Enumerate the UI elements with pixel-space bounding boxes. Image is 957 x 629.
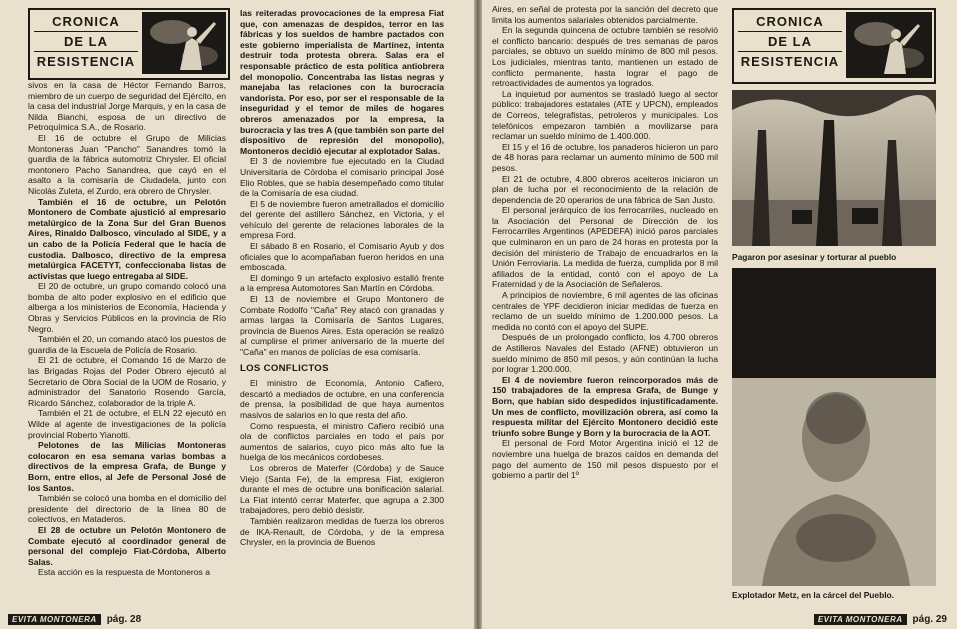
article-paragraph: A principios de noviembre, 6 mil agentes de las oficinas centrales de YPF decidieron iniciar medidas de fuerza en reclamo de un sueldo mínimo de 1.200.000 pesos. La medida no contó con el apoyo del SUPE. — [492, 290, 718, 332]
article-paragraph: Aires, en señal de protesta por la sanción del decreto que limita los aumentos salariales obtenidos parcialmente. — [492, 4, 718, 25]
section-title-line: DE LA — [34, 32, 138, 52]
article-paragraph: La inquietud por aumentos se trasladó luego al sector público: trabajadores estatales (ATE y UPCN), empleados de Correos, telegrafistas, petroleros y municipales. Los telefónicos empezaron también a movilizarse para reclamar un sueldo mínimo de 1.400.000. — [492, 88, 718, 142]
section-title-line: RESISTENCIA — [36, 54, 136, 69]
article-paragraph: El 28 de octubre un Pelotón Montonero de Combate ejecutó al coordinador general de personal del complejo Fiat-Córdoba, Alberto Salas. — [28, 524, 226, 567]
page-footer — [8, 614, 141, 625]
article-paragraph: También el 20, un comando atacó los puestos de guardia de la Escuela de Policía de Rosario. — [28, 334, 226, 355]
article-paragraph: las reiteradas provocaciones de la empresa Fiat que, con amenazas de despidos, terror en las fábricas y los sueldos de hambre pactados con este gobierno imperialista de Martínez, intenta destruir toda protesta obrera. Salas era el responsable práctico de esta política antiobrera del monopolio. Concentraba las listas negras y manejaba las relaciones con la burocracia vandorista. Por eso, por ser el responsable de la inseguridad y el temor de miles de hogares obreros amenazados por la empresa, la burocracia y las tres A (que también son parte del dispositivo de represión del monopolio), Montoneros decidió ejecutar al explotador Salas. — [240, 8, 444, 156]
fighter-silhouette-icon — [846, 12, 932, 78]
right-page — [482, 0, 957, 629]
section-title-line: CRONICA — [738, 12, 842, 32]
article-paragraph: El 5 de noviembre fueron ametrallados el domicilio del gerente del astillero Sánchez, en Victoria, y el vehículo del gerente de relaciones laborales de la empresa Ford. — [240, 198, 444, 241]
left-page — [0, 0, 474, 629]
left-column-2 — [240, 8, 444, 602]
article-paragraph: El 4 de noviembre fueron reincorporados más de 150 trabajadores de la empresa Grafa, de Bunge y Born, que habían sido despedidos injustificadamente. Un mes de conflicto, movilización obrera, así como la respuesta militar del Ejército Montonero decidió este triunfo sobre Bunge y Born y la burocracia de la AOT. — [492, 374, 718, 438]
page-number: pág. 28 — [106, 614, 142, 625]
section-title — [738, 12, 842, 71]
article-paragraph: El personal de Ford Motor Argentina inició el 12 de noviembre una huelga de brazos caídos en demanda del pago del aumento de 150 mil pesos dispuesto por el gobierno a partir del 1º — [492, 438, 718, 481]
page-footer — [814, 614, 947, 625]
header-illustration — [846, 12, 932, 78]
article-paragraph: El ministro de Economía, Antonio Cafiero, descartó a mediados de octubre, en una conferencia de prensa, la posibilidad de que haya aumentos masivos de salarios en lo que resta del año. — [240, 378, 444, 420]
prisoner-portrait-icon — [732, 268, 936, 586]
article-paragraph: También el 21 de octubre, el ELN 22 ejecutó en Wilde al agente de investigaciones de la policía provincial Roberto Yianotti. — [28, 408, 226, 440]
page-number: pág. 29 — [912, 614, 947, 625]
photo-caption: Pagaron por asesinar y torturar al pueblo — [732, 252, 897, 262]
section-heading: LOS CONFLICTOS — [240, 362, 329, 374]
park-photo — [732, 90, 936, 246]
fighter-silhouette-icon — [142, 12, 226, 74]
article-paragraph: En la segunda quincena de octubre también se resolvió el conflicto bancario: después de tres semanas de paros parciales, se obtuvo un sueldo mínimo de 800 mil pesos. Los judiciales, mientras tanto, mantienen un estado de conflicto permanente, hasta lograr el pago de retroactividades de aumentos ya logrados. — [492, 25, 718, 89]
article-paragraph: El sábado 8 en Rosario, el Comisario Ayub y dos oficiales que lo acompañaban fueron heridos en una emboscada. — [240, 241, 444, 273]
article-paragraph: También el 16 de octubre, un Pelotón Montonero de Combate ajustició al empresario metalúrgico de la Zona Sur del Gran Buenos Aires, Rinaldo Dalbosco, vinculado al SIDE, y a un cabo de la Policía Federal que le hacía de custodia. Dalbosco, directivo de la empresa metalúrgica FACETYT, confeccionaba listas de activistas que luego entregaba al SIDE. — [28, 196, 226, 281]
article-paragraph: Después de un prolongado conflicto, los 4.700 obreros de Astilleros Navales del Estado (AFNE) obtuvieron un sueldo mínimo de 850 mil pesos, y aún continúan la lucha por lograr 1.200.000. — [492, 332, 718, 375]
article-paragraph: También se colocó una bomba en el domicilio del presidente del directorio de la línea 80 de colectivos, en Mataderos. — [28, 493, 226, 525]
left-column-1 — [28, 80, 226, 602]
portrait-photo — [732, 268, 936, 586]
article-paragraph: Como respuesta, el ministro Cafiero recibió una ola de conflictos parciales en todo el país por aumentos de salarios, cuyo pico más alto fue la huelga de los mecánicos cordobeses. — [240, 420, 444, 463]
section-header — [732, 8, 936, 84]
section-title — [34, 12, 138, 71]
article-paragraph: Esta acción es la respuesta de Montoneros a — [38, 567, 210, 578]
article-paragraph: sivos en la casa de Héctor Fernando Barros, miembro de un cuerpo de seguridad del Ejército, en la casa del industrial Jorge Marquis, y en la casa de Nilda Bianchi, esposa de un directivo de Petroquímica S.A., de Rosario. — [28, 80, 226, 133]
section-title-line: DE LA — [738, 32, 842, 52]
article-paragraph: Los obreros de Materfer (Córdoba) y de Sauce Viejo (Santa Fe), de la empresa Fiat, exigieron durante el mes de octubre una bonificación salarial. La Fiat intentó cerrar Materfer, que agrupa a 2.300 trabajadores, pero debió desistir. — [240, 462, 444, 516]
right-column-1 — [492, 4, 718, 602]
binding-gutter — [474, 0, 482, 629]
article-paragraph: Pelotones de las Milicias Montoneras colocaron en esa semana varias bombas a directivos de la empresa Grafa, de Bunge y Born, entre ellos, al Jefe de Personal José de los Santos. — [28, 440, 226, 493]
section-title-line: RESISTENCIA — [740, 54, 840, 69]
article-paragraph: El domingo 9 un artefacto explosivo estalló frente a la empresa Automotores San Martín en Córdoba. — [240, 272, 444, 294]
article-paragraph: El 3 de noviembre fue ejecutado en la Ciudad Universitaria de Córdoba el comisario principal José Elio Robles, que se había desempeñado como titular de la Comisaría de esa ciudad. — [240, 156, 444, 199]
article-paragraph: El 21 de octubre, 4.800 obreros aceiteros iniciaron un plan de lucha por el reconocimiento de la relación de dependencia de 20 operarios de una fábrica de San Justo. — [492, 173, 718, 205]
photo-caption: Explotador Metz, en la cárcel del Pueblo. — [732, 590, 894, 600]
article-paragraph: El 15 y el 16 de octubre, los panaderos hicieron un paro de 48 horas para reclamar un aumento mínimo de 500 mil pesos. — [492, 141, 718, 173]
article-paragraph: El 21 de octubre, el Comando 16 de Marzo de las Brigadas Rojas del Poder Obrero ejecutó al Secretario de Obra Social de la UOM de Rosario, y administrador del Sanatorio Rosendo García, Ricardo Sánchez, colaborador de la triple A. — [28, 355, 226, 408]
header-illustration — [142, 12, 226, 74]
article-paragraph: El 13 de noviembre el Grupo Montonero de Combate Rodolfo "Caña" Rey atacó con granadas y armas largas la Comisaría de Santos Lugares, provincia de Buenos Aires. Esta operación se realizó al cumplirse el primer aniversario de la muerte del "Caña" en manos de policías de esa comisaría. — [240, 294, 444, 357]
article-paragraph: El 16 de octubre el Grupo de Milicias Montoneras Juan "Pancho" Sanandres tomó la guardia de la fábrica automotriz Chrysler. El oficial montonero Pacho Sanandrea, que cayó en el asalto a la comisaría de Ciudadela, junto con Nicolás Zuleta, el Zurdo, era obrero de Chrysler. — [28, 132, 226, 196]
section-header — [28, 8, 230, 80]
article-paragraph: El personal jerárquico de los ferrocarriles, nucleado en la Asociación del Personal de Dirección de los Ferrocarriles Argentinos (APEDEFA) inició paros parciales que culminaron en un paro de 24 horas en protesta por la decisión del ministerio de Trabajo de encuadrarlos en la Unión Ferroviaria. La medida de fuerza, cumplida por 8 mil afiliados de la entidad, contó con el apoyo de La Fraternidad y de la Asociación de Señaleros. — [492, 205, 718, 290]
section-title-line: CRONICA — [34, 12, 138, 32]
article-paragraph: El 20 de octubre, un grupo comando colocó una bomba de alto poder explosivo en el edificio que alberga a los ministerios de Economía, Hacienda y Obras y Servicios Públicos en la provincia de Río Negro. — [28, 281, 226, 334]
park-scene-icon — [732, 90, 936, 246]
magazine-logo: EVITA MONTONERA — [8, 614, 101, 625]
article-paragraph: También realizaron medidas de fuerza los obreros de IKA-Renault, de Córdoba, y de la empresa Chrysler, en la provincia de Buenos — [240, 515, 444, 548]
magazine-logo: EVITA MONTONERA — [814, 614, 907, 625]
